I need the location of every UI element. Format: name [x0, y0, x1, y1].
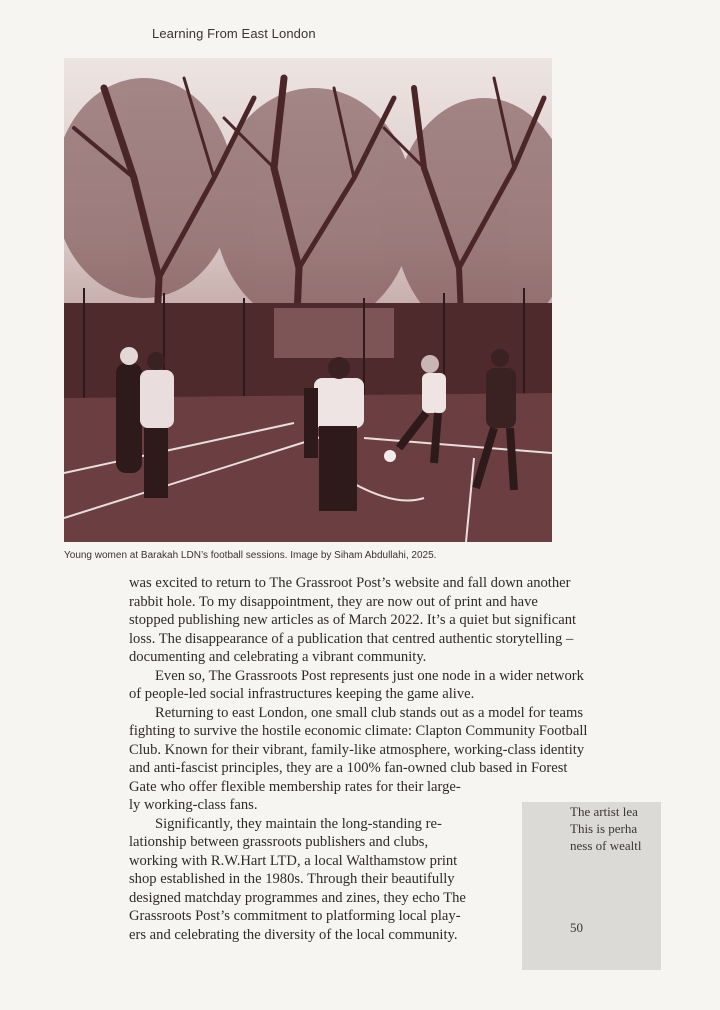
- text-line: loss. The disappearance of a publication that centred authentic storytelling –: [129, 630, 574, 647]
- text-line: of people-led social infrastructures keeping the game alive.: [129, 686, 475, 702]
- inset-text-line: ness of wealtl: [570, 838, 642, 853]
- text-line: Significantly, they maintain the long-standing re-: [155, 815, 442, 832]
- text-line: Gate who offer flexible membership rates for their large-: [129, 778, 461, 795]
- text-line: was excited to return to The Grassroot Post’s website and fall down another: [129, 575, 571, 591]
- text-line: lationship between grassroots publishers and clubs,: [129, 834, 429, 850]
- text-line: documenting and celebrating a vibrant community.: [129, 649, 427, 665]
- running-header: Learning From East London: [152, 26, 316, 41]
- paragraph-1: [129, 574, 649, 667]
- text-line: ers and celebrating the diversity of the local community.: [129, 926, 458, 943]
- text-line: fighting to survive the hostile economic climate: Clapton Community Football: [129, 723, 588, 739]
- text-line: and anti-fascist principles, they are a 100% fan-owned club based in Forest: [129, 760, 568, 776]
- text-line: stopped publishing new articles as of March 2022. It’s a quiet but significant: [129, 612, 577, 628]
- text-line: rabbit hole. To my disappointment, they are now out of print and have: [129, 593, 538, 610]
- text-line: Returning to east London, one small club stands out as a model for teams: [155, 704, 584, 721]
- text-line: Club. Known for their vibrant, family-like atmosphere, working-class identity: [129, 741, 585, 758]
- text-line: working with R.W.Hart LTD, a local Walthamstow print: [129, 852, 458, 869]
- photo-caption: Young women at Barakah LDN’s football sessions. Image by Siham Abdullahi, 2025.: [64, 550, 437, 561]
- text-line: ly working-class fans.: [129, 797, 258, 813]
- football-photo: [64, 58, 552, 542]
- inset-text-line: This is perha: [570, 821, 638, 836]
- inset-page-scan: [522, 802, 661, 970]
- paragraph-3: [129, 704, 649, 815]
- text-line: Even so, The Grassroots Post represents just one node in a wider network: [155, 667, 584, 684]
- text-line: designed matchday programmes and zines, they echo The: [129, 889, 466, 906]
- text-line: Grassroots Post’s commitment to platforming local play-: [129, 908, 461, 924]
- inset-page-number: 50: [570, 920, 583, 935]
- inset-text-line: The artist lea: [570, 804, 638, 819]
- text-line: shop established in the 1980s. Through their beautifully: [129, 871, 455, 887]
- paragraph-2: [129, 667, 649, 704]
